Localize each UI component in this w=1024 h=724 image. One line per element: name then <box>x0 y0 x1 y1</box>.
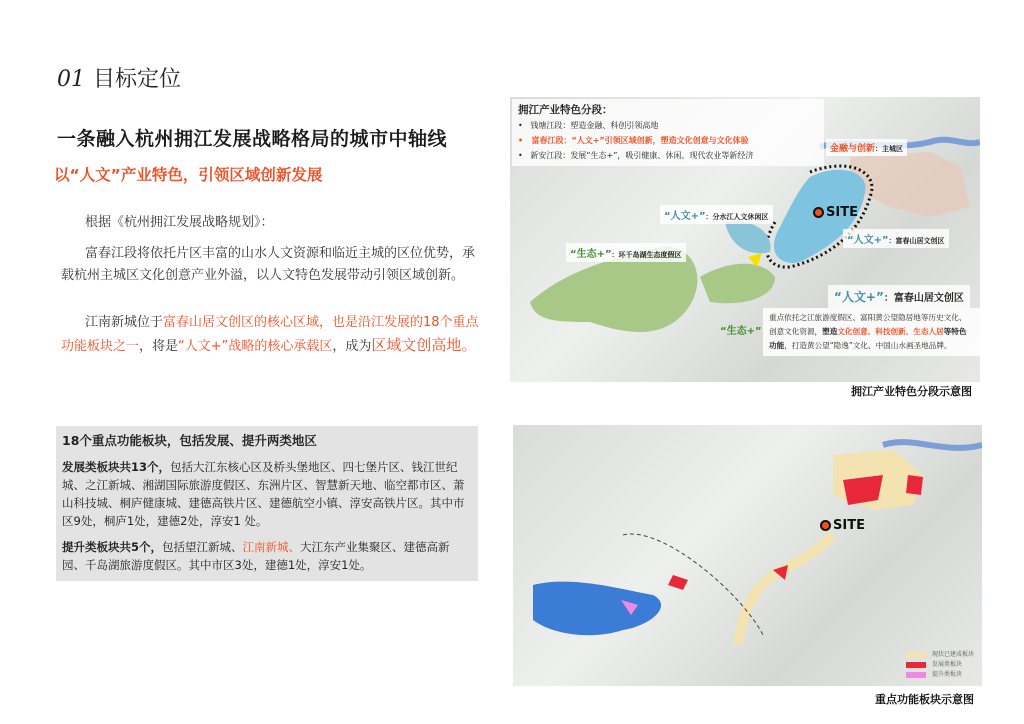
segment-legend <box>512 99 824 166</box>
industry-segment-map <box>510 97 980 382</box>
label-finance <box>826 139 907 156</box>
label-eco <box>716 320 766 339</box>
legend-item <box>906 650 974 660</box>
map2-caption: 重点功能板块示意图 <box>875 693 974 706</box>
map1-caption: 拥江产业特色分段示意图 <box>851 385 972 398</box>
label-fenshui <box>660 205 773 224</box>
qiandao-lake <box>533 582 661 636</box>
up-blocks-label: 提升类板块共5个， <box>62 540 163 554</box>
box-title: 18个重点功能板块，包括发展、提升两类地区 <box>62 433 317 448</box>
map2-graphics <box>513 425 982 686</box>
site-marker <box>813 205 858 220</box>
legend-swatch <box>906 672 926 678</box>
legend-text: 提升类板块 <box>931 671 962 678</box>
label-title: “人文+” <box>834 290 884 304</box>
site-marker <box>820 518 865 533</box>
main-city-area <box>850 152 970 217</box>
text: 重点依托之江旅游度假区、富阳黄公望隐居地等历史文化、创意文化资源， <box>769 313 967 336</box>
legend-text: 发展类板块 <box>931 661 962 668</box>
dev-block <box>906 475 923 495</box>
text: ，将是 <box>139 339 179 354</box>
section-number: 01 <box>57 67 85 92</box>
desc-title <box>828 285 970 308</box>
site-dot-icon <box>813 207 824 218</box>
label-fuchun <box>843 229 949 248</box>
label-title: “生态+” <box>720 326 762 337</box>
highlight-text: “人文+”战略的核心承载区 <box>178 339 333 354</box>
dev-blocks-text <box>62 458 472 530</box>
legend-item: • 新安江段：发展“生态+”，吸引健康、休闲、现代农业等新经济 <box>518 151 754 160</box>
text: 包括望江新城、 <box>162 540 243 554</box>
text: ，打造黄公望“隐逸”文化、中国山水画圣地品牌。 <box>784 341 952 350</box>
dev-block <box>668 575 688 590</box>
legend-text: 现状已建成板块 <box>931 651 974 658</box>
highlight-text: 区域文创高地。 <box>371 336 477 354</box>
river <box>883 442 982 448</box>
highlight-text: 江南新城、 <box>242 540 301 554</box>
label-text: ：环千岛湖生态度假区 <box>611 251 682 259</box>
fenshui-area <box>725 221 771 253</box>
site-dot-icon <box>820 520 831 531</box>
river-corridor <box>738 535 833 645</box>
blocks-legend <box>906 650 974 680</box>
up-blocks-text <box>62 538 472 574</box>
text: 大江东产业集聚区、建德高新园、千岛湖旅游度假区。其中市区3处，建德1处，淳安1处。 <box>62 540 450 572</box>
label-title: 金融与创新 <box>830 144 876 154</box>
site-label: SITE <box>826 205 858 220</box>
text: ，成为 <box>332 339 372 354</box>
legend-title: 拥江产业特色分段： <box>518 104 613 116</box>
legend-item <box>906 670 974 680</box>
dev-blocks-list: 包括大江东核心区及桥头堡地区、四七堡片区、钱江世纪城、之江新城、湘湖国际旅游度假区、东洲片区、智慧新天地、临空都市区、萧山科技城、桐庐健康城、建德高铁片区、建德航空小镇、淳安高铁片区。其中市区9处，桐庐1处，建德2处，淳安1 处。 <box>62 460 465 528</box>
legend-item: • 富春江段：“人文+”引领区域创新，塑造文化创意与文化体验 <box>518 136 749 145</box>
legend-text: 钱塘江段：塑造金融、科创引领高地 <box>530 121 659 130</box>
key-blocks-map <box>513 425 982 686</box>
label-text: ：富春山居文创区 <box>883 293 964 304</box>
subheadline: 以“人文”产业特色，引领区域创新发展 <box>54 166 323 184</box>
key-blocks-box <box>56 426 478 581</box>
dev-blocks-label: 发展类板块共13个， <box>62 460 171 474</box>
label-text: ：主城区 <box>875 145 904 153</box>
section-label: 目标定位 <box>93 67 182 92</box>
highlight-text: 富春山居文创区的核心区域，也是沿江发展的18个重点功能板块之一 <box>61 315 479 354</box>
headline: 一条融入杭州拥江发展战略格局的城市中轴线 <box>57 128 448 150</box>
label-text: ：富春山居文创区 <box>888 237 945 245</box>
xinan-area <box>700 264 775 303</box>
label-title: “生态+” <box>570 249 612 260</box>
label-title: “人文+” <box>847 235 889 246</box>
legend-text: 富春江段：“人文+”引领区域创新，塑造文化创意与文化体验 <box>531 136 749 145</box>
text: 江南新城位于 <box>85 315 164 330</box>
highlight-text: 文化创意、科技创新、生态人居 <box>837 327 944 336</box>
paragraph-intro: 根据《杭州拥江发展战略规划》： <box>85 215 274 230</box>
legend-text: 新安江段：发展“生态+”，吸引健康、休闲、现代农业等新经济 <box>530 151 754 160</box>
label-title: “人文+” <box>664 211 706 222</box>
text: 等特色功能 <box>769 327 967 350</box>
legend-swatch <box>906 652 926 658</box>
label-text: ：分水江人文休闲区 <box>705 213 769 221</box>
legend-swatch <box>906 662 926 668</box>
fuchun-description <box>763 308 980 356</box>
section-title <box>57 62 181 93</box>
legend-item: • 钱塘江段：塑造金融、科创引领高地 <box>518 121 659 130</box>
label-qiandao <box>566 243 686 262</box>
text: 塑造 <box>822 327 838 336</box>
paragraph-jiangnan <box>61 311 486 358</box>
site-label: SITE <box>833 518 865 533</box>
legend-item <box>906 660 974 670</box>
paragraph-fuchun: 富春江段将依托片区丰富的山水人文资源和临近主城的区位优势，承载杭州主城区文化创意产业外溢，以人文特色发展带动引领区域创新。 <box>61 246 476 283</box>
